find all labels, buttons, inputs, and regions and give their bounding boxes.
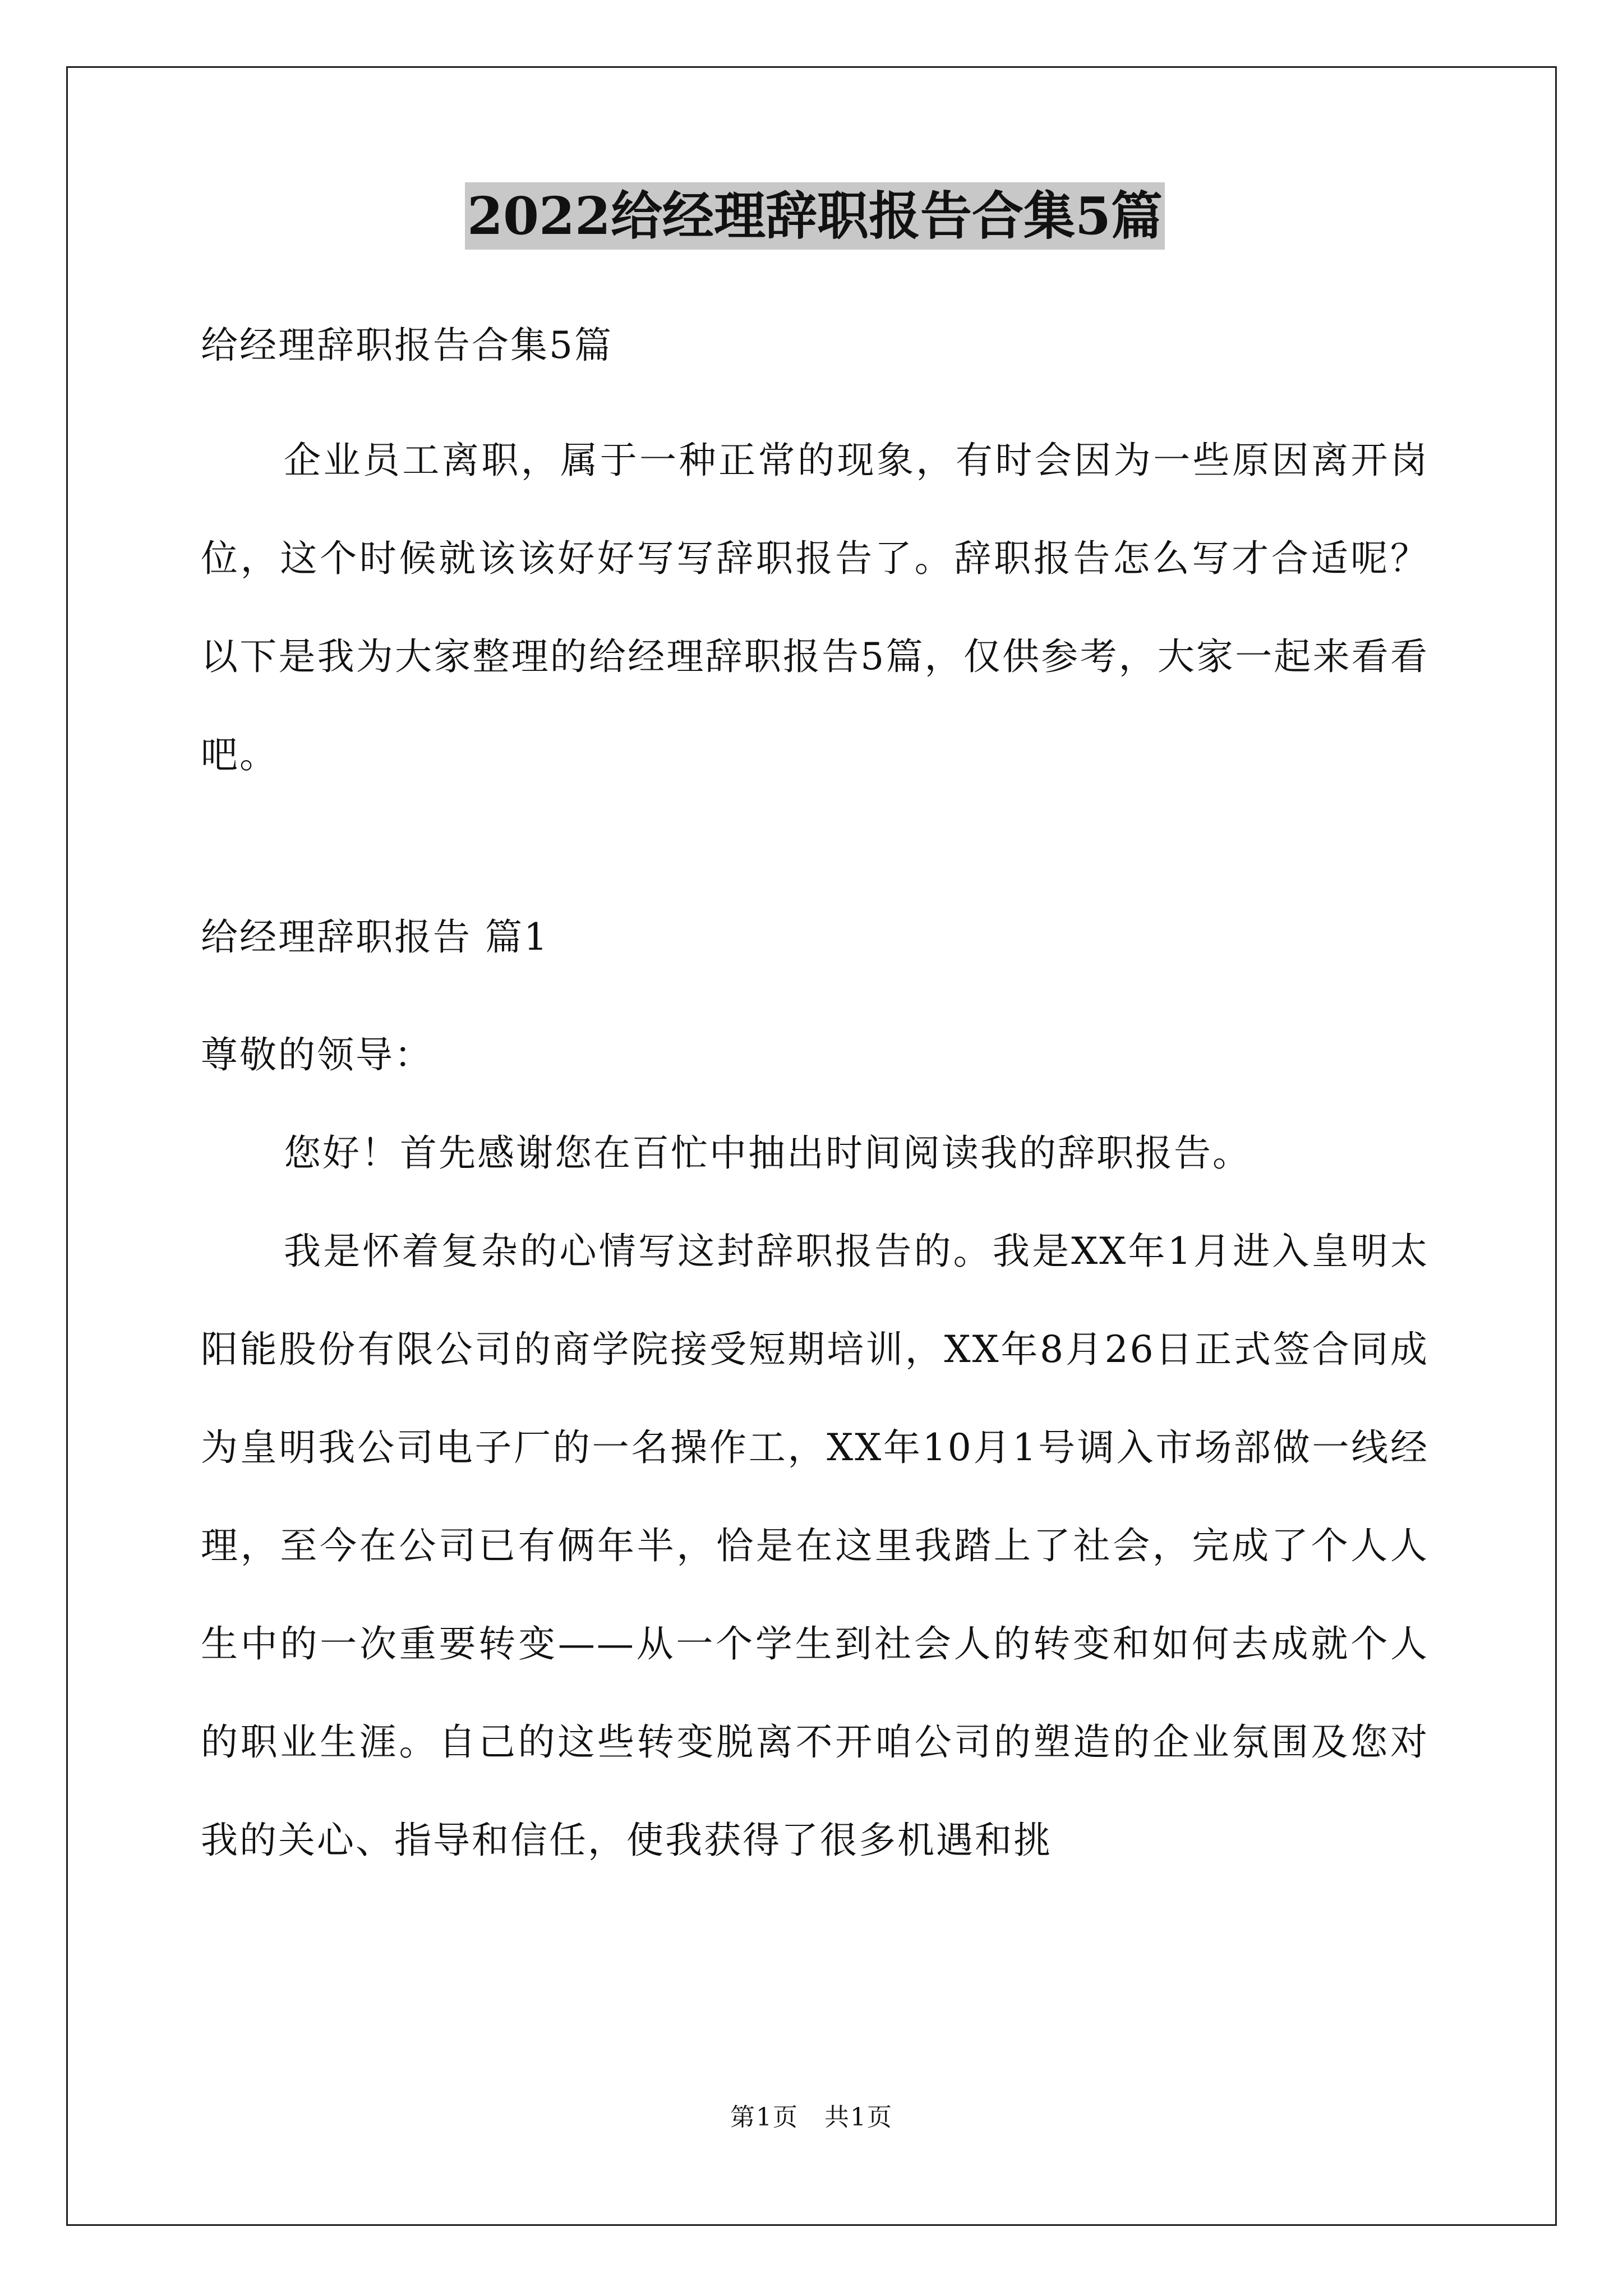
document-title	[201, 185, 1429, 247]
document-title-text: 2022给经理辞职报告合集5篇	[465, 182, 1165, 250]
page-footer: 第1页 共1页	[730, 2103, 893, 2132]
section-heading: 给经理辞职报告 篇1	[201, 915, 549, 959]
salutation: 尊敬的领导：	[201, 1033, 433, 1077]
body-paragraph: 我是怀着复杂的心情写这封辞职报告的。我是XX年1月进入皇明太阳能股份有限公司的商学院接受短期培训，XX年8月26日正式签合同成为皇明我公司电子厂的一名操作工，XX年10月1号调入市场部做一线经理，至今在公司已有俩年半，恰是在这里我踏上了社会，完成了个人人生中的一次重要转变——从一个学生到社会人的转变和如何去成就个人的职业生涯。自己的这些转变脱离不开咱公司的塑造的企业氛围及您对我的关心、指导和信任，使我获得了很多机遇和挑	[201, 1230, 1429, 1862]
body-paragraph: 您好！首先感谢您在百忙中抽出时间阅读我的辞职报告。	[284, 1131, 1251, 1175]
document-subtitle: 给经理辞职报告合集5篇	[201, 324, 613, 367]
document-body	[201, 185, 1429, 1889]
intro-paragraph: 企业员工离职，属于一种正常的现象，有时会因为一些原因离开岗位，这个时候就该该好好写写辞职报告了。辞职报告怎么写才合适呢？以下是我为大家整理的给经理辞职报告5篇，仅供参考，大家一起来看看吧。	[201, 439, 1429, 777]
